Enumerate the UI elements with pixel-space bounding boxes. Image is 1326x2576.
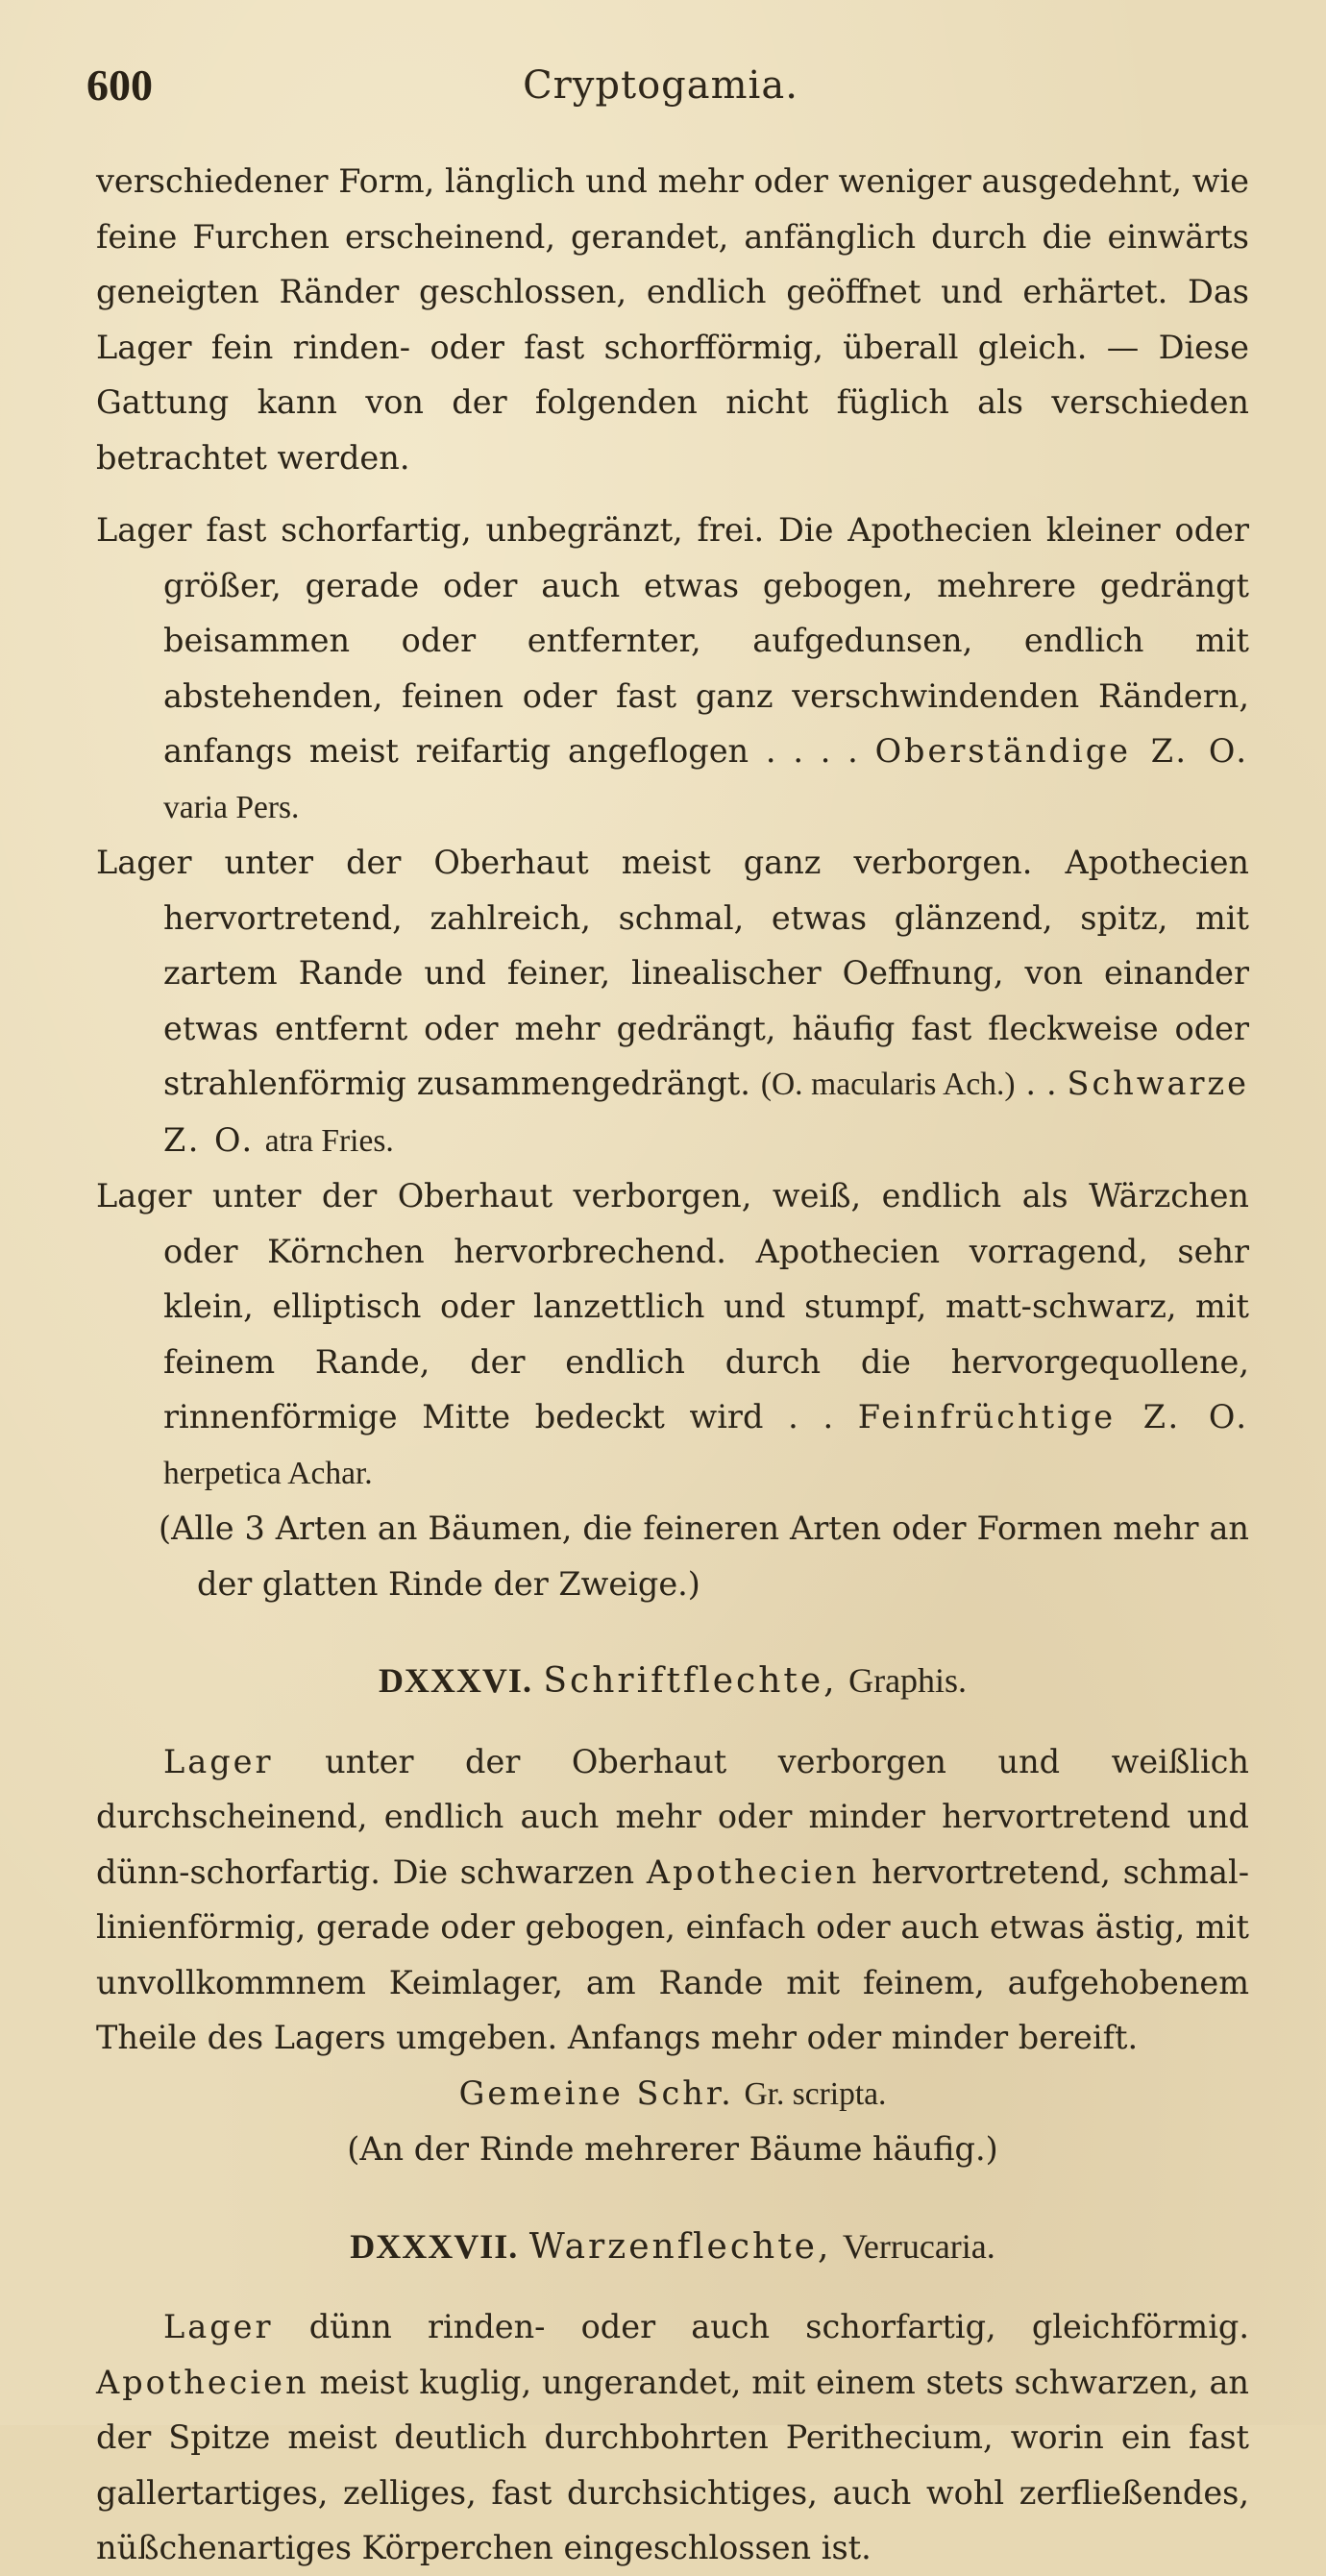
species-latin-name: atra Fries.: [264, 1122, 394, 1159]
description-rest: hervortretend, schmal-linienförmig, gerade oder gebogen, einfach oder auch etwas ästig, mit unvollkommnem Keimlager, am Rande mit feinem, aufgehobenem Theile des Lagers umgeben. Anfangs mehr oder minder bereift.: [96, 1852, 1250, 2056]
species-common-name: Feinfrüchtige Z. O.: [857, 1398, 1249, 1435]
species-latin-name: varia Pers.: [163, 789, 300, 825]
genus-latin-name: Verrucaria.: [842, 2226, 995, 2266]
description-text: unter der Oberhaut verborgen und weißlich durchscheinend, endlich auch mehr oder minder hervortretend und dünn-schorfartig. Die schwarzen: [96, 1742, 1249, 1891]
genus-description-verrucaria: [96, 2299, 1249, 2576]
desc-lead-word: Lager: [163, 1742, 274, 1780]
description-rest: meist kuglig, ungerandet, mit einem stets schwarzen, an der Spitze meist deutlich durchbohrten Perithecium, worin ein fast gallertartiges, zelliges, fast durchsichtiges, auch wohl zerfließendes, nüßchenartiges Körperchen eingeschlossen ist.: [96, 2363, 1249, 2566]
leader-dots: . .: [1015, 1065, 1057, 1102]
page-number: 600: [86, 61, 153, 110]
intro-paragraph: verschiedener Form, länglich und mehr oder weniger ausgedehnt, wie feine Furchen erscheinend, gerandet, anfänglich durch die einwärts geneigten Ränder geschlossen, endlich geöffnet und erhärtet. Das Lager fein rinden- oder fast schorfförmig, überall gleich. — Diese Gattung kann von der folgenden nicht füglich als verschieden betrachtet werden.: [96, 162, 1249, 477]
desc-lead-word: Lager: [163, 2308, 274, 2345]
species-latin-name: Gr. scripta.: [744, 2075, 887, 2112]
genus-number: DXXXVII.: [350, 2226, 519, 2266]
genus-heading-verrucaria: [96, 2220, 1249, 2275]
page-header: [86, 60, 1235, 127]
species-entry-atra: [96, 835, 1249, 1168]
leader-dots: . .: [763, 1398, 834, 1435]
genus-heading-graphis: [96, 1654, 1249, 1709]
leader-dots: . . . .: [749, 732, 858, 770]
species-line-scripta: [96, 2066, 1249, 2122]
species-entry-herpetica: [96, 1168, 1249, 1501]
species-description: Lager unter der Oberhaut verborgen, weiß, endlich als Wärzchen oder Körnchen hervorbrechend. Apothecien vorragend, sehr klein, elliptisch oder lanzettlich und stumpf, matt-schwarz, mit feinem Rande, der endlich durch die hervorgequollene, rinnenförmige Mitte bedeckt wird: [96, 1177, 1249, 1435]
species-synonym: (O. macularis Ach.): [760, 1067, 1016, 1102]
desc-spaced-word: Apothecien: [96, 2363, 309, 2401]
genus-german-name: Warzenflechte,: [528, 2226, 832, 2267]
page-body: [96, 154, 1249, 2576]
genus-latin-name: Graphis.: [848, 1661, 968, 1700]
species-common-name: Gemeine Schr.: [458, 2073, 734, 2112]
species-common-name: Oberständige Z. O.: [874, 732, 1249, 770]
species-common-name: Schwarze Z. O.: [163, 1065, 1249, 1159]
running-title: Cryptogamia.: [523, 63, 798, 108]
species-latin-name: herpetica Achar.: [163, 1455, 373, 1491]
species-description: Lager unter der Oberhaut meist ganz verborgen. Apothecien hervortretend, zahlreich, schmal, etwas glänzend, spitz, mit zartem Rande und feiner, linealischer Oeffnung, von einander etwas entfernt oder mehr gedrängt, häufig fast fleckweise oder strahlenförmig zusammengedrängt.: [96, 844, 1249, 1102]
species-description: Lager fast schorfartig, unbegränzt, frei. Die Apothecien kleiner oder größer, gerade oder auch etwas gebogen, mehrere gedrängt beisammen oder entfernter, aufgedunsen, endlich mit abstehenden, feinen oder fast ganz verschwindenden Rändern, anfangs meist reifartig angeflogen: [96, 511, 1249, 770]
genus-german-name: Schriftflechte,: [543, 1661, 838, 1701]
habitat-note-graphis: (An der Rinde mehrerer Bäume häufig.): [347, 2130, 998, 2168]
genus-number: DXXXVI.: [378, 1661, 532, 1700]
desc-spaced-word: Apothecien: [646, 1852, 860, 1891]
species-entry-varia: [96, 503, 1249, 835]
habitat-note: (Alle 3 Arten an Bäumen, die feineren Arten oder Formen mehr an der glatten Rinde der Zweige.): [159, 1509, 1249, 1603]
genus-description-graphis: [96, 1734, 1249, 2066]
description-text: dünn rinden- oder auch schorfartig, gleichförmig.: [308, 2308, 1250, 2345]
